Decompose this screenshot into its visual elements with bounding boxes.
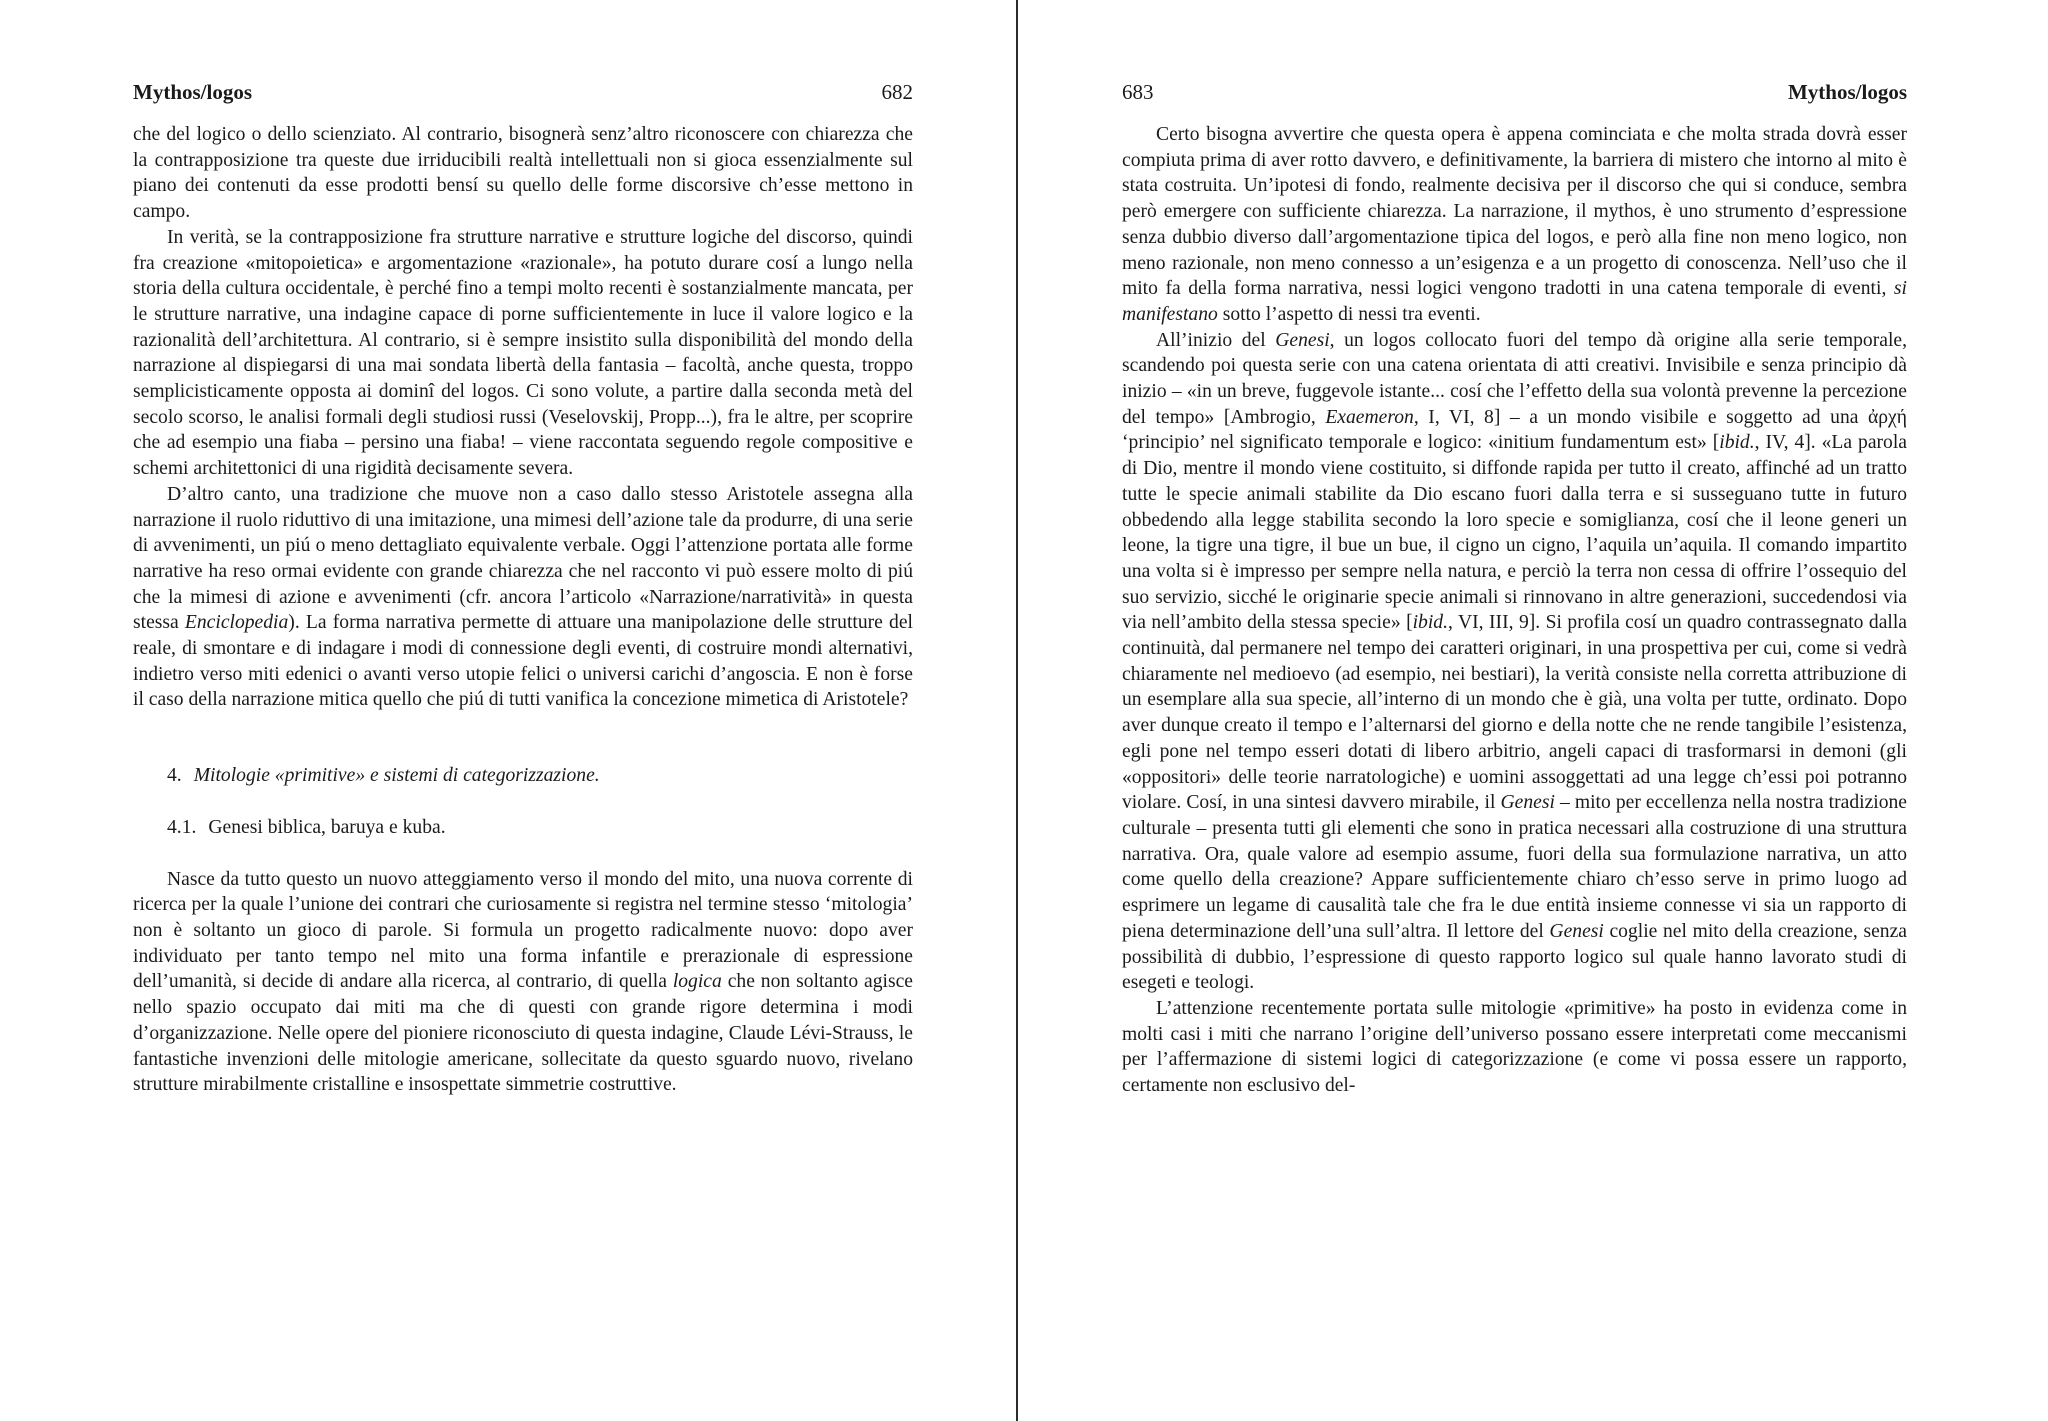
paragraph: In verità, se la contrapposizione fra strutture narrative e strutture logiche del discorso, quindi fra creazione «mitopoietica» e argomentazione «razionale», ha potuto durare cosí a lungo nella storia della cultura occidentale, è perché fino a tempi molto recenti è sostanzialmente mancata, per le strutture narrative, una indagine capace di porne sufficientemente in luce il valore logico e la razionalità dell’architettura. Al contrario, si è sempre insistito sulla disponibilità del mondo della narrazione al dispiegarsi di una mai sondata libertà della fantasia – facoltà, anche questa, troppo semplicisticamente opposta ai dominî del logos. Ci sono volute, a partire dalla seconda metà del secolo scorso, le analisi formali degli studiosi russi (Veselovskij, Propp...), fra le altre, per scoprire che ad esempio una fiaba – persino una fiaba! – viene raccontata seguendo regole compositive e schemi architettonici di una rigidità decisamente severa. bbox=[133, 226, 913, 480]
paragraph bbox=[1122, 328, 1907, 996]
subsection-heading bbox=[133, 815, 913, 841]
running-head bbox=[133, 80, 913, 110]
page-number: 683 bbox=[1122, 80, 1154, 104]
section-heading bbox=[133, 763, 913, 789]
text-run: Nasce da tutto questo un nuovo atteggiamento verso il mondo del mito, una nuova corrente di ricerca per la quale l’unione dei contrari che curiosamente si registra nel termine stesso ‘mitologia’ non è soltanto un gioco di parole. Si formula un progetto radicalmente nuovo: dopo aver individuato per tanto tempo nel mito una forma infantile e prerazionale di espressione dell’umanità, si decide di andare alla ricerca, al contrario, di quella bbox=[133, 868, 913, 993]
section-title: Mitologie «primitive» e sistemi di categorizzazione. bbox=[193, 765, 600, 787]
text-run: che non soltanto agisce nello spazio occupato dai miti ma che di questi con grande rigore determina i modi d’organizzazione. Nelle opere del pioniere riconosciuto di questa indagine, Claude Lévi-Strauss, le fantastiche invenzioni delle mitologie americane, sollecitate da questo sguardo nuovo, rivelano strutture mirabilmente cristalline e insospettate simmetrie costruttive. bbox=[133, 971, 913, 1096]
text-run: – mito per eccellenza nella nostra tradizione culturale – presenta tutti gli elementi che sono in pratica necessari alla costruzione di una struttura narrativa. Ora, quale valore ad esempio assume, fuori della sua formulazione narrativa, un atto come quello della creazione? Appare sufficientemente chiaro ch’esso serve in primo luogo ad esprimere un legame di causalità tale che fra le due entità insieme connesse vi sia un rapporto di piena determinazione dell’una sull’altra. Il lettore del bbox=[1122, 792, 1907, 942]
running-head bbox=[1122, 80, 1907, 110]
text-run: , un logos collocato fuori del tempo dà origine alla serie temporale, scandendo poi questa serie con una catena orientata di atti creativi. Invisibile e senza principio dà inizio – «in un breve, fuggevole istante... cosí che l’effetto della sua volontà prevenne la percezione del tempo» [Ambrogio, bbox=[1122, 329, 1907, 428]
paragraph bbox=[133, 482, 913, 713]
subsection-title: Genesi biblica, baruya e kuba. bbox=[208, 816, 446, 838]
text-run: All’inizio del bbox=[1156, 329, 1276, 351]
body-text bbox=[133, 122, 913, 1098]
text-run: , I, VI, 8] – a un mondo visibile e soggetto ad una ἀρχή ‘principio’ nel significato temporale e logico: «initium fundamentum est» [ bbox=[1122, 406, 1907, 454]
running-title: Mythos/logos bbox=[1787, 80, 1907, 104]
italic-term: Genesi bbox=[1275, 329, 1330, 351]
text-run: , VI, III, 9]. Si profila cosí un quadro contrassegnato dalla continuità, dal permanere nel tempo dei caratteri originari, in una prospettiva per cui, come si vedrà chiaramente nel medioevo (ad esempio, nei bestiari), la verità consiste nella corretta attribuzione di un esemplare alla sua specie, all’interno di un mondo che è già, una volta per tutte, ordinato. Dopo aver dunque creato il tempo e l’alternarsi del giorno e della notte che ne rende tangibile l’esistenza, egli pone nel tempo esseri dotati di libero arbitrio, angeli capaci di trasformarsi in demoni (gli «oppositori» delle teorie narratologiche) e uomini assoggettati ad una legge ch’essi poi potranno violare. Cosí, in una sintesi davvero mirabile, il bbox=[1122, 612, 1907, 814]
italic-term: Exaemeron bbox=[1325, 406, 1414, 428]
italic-term: ibid. bbox=[1719, 432, 1755, 454]
left-page bbox=[133, 0, 913, 1421]
text-run: D’altro canto, una tradizione che muove non a caso dallo stesso Aristotele assegna alla narrazione il ruolo riduttivo di una imitazione, una mimesi dell’azione tale da produrre, di una serie di avvenimenti, un piú o meno dettagliato equivalente verbale. Oggi l’attenzione portata alle forme narrative ha reso ormai evidente con grande chiarezza che nel racconto vi può essere molto di piú che la mimesi di azione e avvenimenti (cfr. ancora l’articolo «Narrazione/narratività» in questa stessa bbox=[133, 483, 913, 634]
body-text bbox=[1122, 122, 1907, 1099]
italic-term: Genesi bbox=[1549, 920, 1604, 942]
text-run: , IV, 4]. «La parola di Dio, mentre il mondo viene costituito, si diffonde rapida per tutto il creato, affinché ad un tratto tutte le specie animali stabilite da Dio escano fuori dalla terra e si susseguano tutte in futuro obbedendo alla legge stabilita secondo la loro specie e somiglianza, cosí che il leone generi un leone, la tigre una tigre, il bue un bue, il cigno un cigno, l’aquila un’aquila. Il comando impartito una volta si è impresso per sempre nella natura, e perciò la terra non cessa di offrire l’ossequio del suo servizio, sicché le originarie specie animali si rinnovano in altre generazioni, succedendosi via via nell’ambito della stessa specie» [ bbox=[1122, 432, 1907, 634]
text-run: ). La forma narrativa permette di attuare una manipolazione delle strutture del reale, di smontare e di indagare i modi di connessione degli eventi, di costruire mondi alternativi, indietro verso miti edenici o avanti verso utopie felici o universi carichi d’angoscia. E non è forse il caso della narrazione mitica quello che piú di tutti vanifica la concezione mimetica di Aristotele? bbox=[133, 612, 913, 711]
subsection-number: 4.1. bbox=[167, 816, 197, 838]
paragraph bbox=[1122, 122, 1907, 328]
text-run: Certo bisogna avvertire che questa opera è appena cominciata e che molta strada dovrà esser compiuta prima di aver rotto davvero, e definitivamente, la barriera di mistero che intorno al mito è stata costruita. Un’ipotesi di fondo, realmente decisiva per il discorso che qui si conduce, sembra però emergere con sufficiente chiarezza. La narrazione, il mythos, è uno strumento d’espressione senza dubbio diverso dall’argomentazione tipica del logos, e però alla fine non meno logico, non meno razionale, non meno connesso a un’esigenza e a un progetto di conoscenza. Nell’uso che il mito fa della forma narrativa, nessi logici vengono tradotti in una catena temporale di eventi, bbox=[1122, 124, 1907, 300]
paragraph: che del logico o dello scienziato. Al contrario, bisognerà senz’altro riconoscere con chiarezza che la contrapposizione tra queste due irriducibili realtà intellettuali non si gioca essenzialmente sul piano dei contenuti da esse prodotti bensí su quello delle forme discorsive ch’esse mettono in campo. bbox=[133, 124, 913, 223]
paragraph bbox=[133, 867, 913, 1098]
page-number: 682 bbox=[881, 80, 913, 104]
italic-term: si manifestano bbox=[1122, 278, 1907, 325]
section-number: 4. bbox=[167, 765, 182, 787]
italic-term: Enciclopedia bbox=[184, 612, 289, 634]
italic-term: Genesi bbox=[1500, 792, 1555, 814]
paragraph: L’attenzione recentemente portata sulle mitologie «primitive» ha posto in evidenza come in molti casi i miti che narrano l’origine dell’universo possano essere interpretati come meccanismi per l’affermazione di sistemi logici di categorizzazione (e come vi possa essere un rapporto, certamente non esclusivo del- bbox=[1122, 997, 1907, 1097]
italic-term: logica bbox=[672, 971, 722, 993]
italic-term: ibid. bbox=[1412, 612, 1448, 634]
text-run: sotto l’aspetto di nessi tra eventi. bbox=[1217, 303, 1481, 325]
running-title: Mythos/logos bbox=[133, 80, 253, 104]
gutter-line bbox=[1016, 0, 1018, 1421]
right-page bbox=[1122, 0, 1907, 1421]
text-run: coglie nel mito della creazione, senza possibilità di dubbio, l’espressione di questo rapporto logico sul quale hanno lavorato studi di esegeti e teologi. bbox=[1122, 920, 1907, 994]
